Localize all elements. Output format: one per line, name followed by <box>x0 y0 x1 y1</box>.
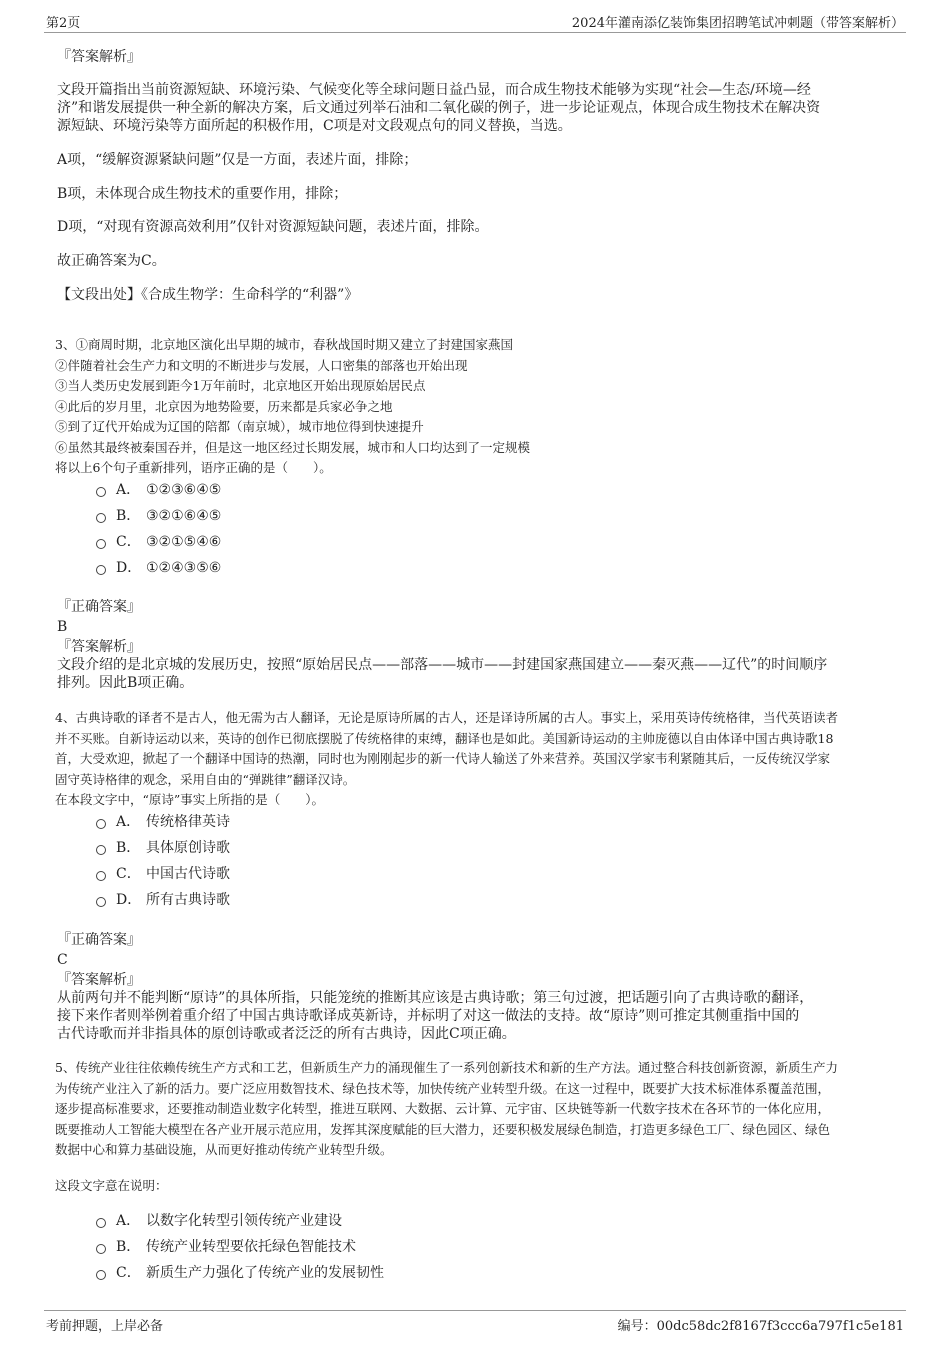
q5-line: 5、传统产业往往依赖传统生产方式和工艺，但新质生产力的涌现催生了一系列创新技术和新的生产方法。通过整合科技创新资源，新质生产力 <box>55 1060 838 1075</box>
q4-analysis-line: 从前两句并不能判断“原诗”的具体所指，只能笼统的推断其应该是古典诗歌；第三句过渡，把话题引向了古典诗歌的翻译， <box>57 990 814 1006</box>
q4-stem <box>55 708 895 811</box>
q4-line: 并不买账。自新诗运动以来，英诗的创作已彻底摆脱了传统格律的束缚，翻译也是如此。美国新诗运动的主帅庞德以自由体译中国古典诗歌18 <box>55 730 834 746</box>
q5-option-c[interactable] <box>96 1263 384 1283</box>
footer-divider <box>44 1310 906 1311</box>
q3-line: ④此后的岁月里，北京因为地势险要，历来都是兵家必争之地 <box>55 398 393 414</box>
page-number: 第2页 <box>46 16 81 31</box>
q5-line: 逐步提高标准要求，还要推动制造业数字化转型，推进互联网、大数据、云计算、元宇宙、区块链等新一代数字技术在各环节的一体化应用， <box>55 1101 831 1116</box>
radio-icon[interactable] <box>96 1218 106 1228</box>
option-letter: B． <box>116 1239 141 1255</box>
document-title: 2024年灌南添亿装饰集团招聘笔试冲刺题（带答案解析） <box>571 16 904 31</box>
q2-note-a: A项，“缓解资源紧缺问题”仅是一方面，表述片面，排除； <box>57 152 418 168</box>
q3-line: 将以上6个句子重新排列，语序正确的是（ ）。 <box>55 460 332 475</box>
radio-icon[interactable] <box>96 513 106 523</box>
q4-option-c[interactable] <box>96 864 230 884</box>
q3-line: 3、①商周时期，北京地区演化出早期的城市，春秋战国时期又建立了封建国家燕国 <box>55 337 513 352</box>
q2-analysis-line: 源短缺、环境污染等方面所起的积极作用，C项是对文段观点句的同义替换，当选。 <box>57 118 572 134</box>
q2-analysis-line: 文段开篇指出当前资源短缺、环境污染、气候变化等全球问题日益凸显，而合成生物技术能够为实现“社会—生态/环境—经 <box>57 82 811 98</box>
q3-analysis <box>57 656 893 692</box>
radio-icon[interactable] <box>96 487 106 497</box>
q3-option-d[interactable] <box>96 558 221 578</box>
q4-line: 在本段文字中，“原诗”事实上所指的是（ ）。 <box>55 792 325 807</box>
option-text: ①②④③⑤⑥ <box>146 560 222 576</box>
footer-serial: 编号：00dc58dc2f8167f3ccc6a797f1c5e181 <box>617 1319 904 1334</box>
option-text: ③②①⑥④⑤ <box>146 508 222 524</box>
q3-analysis-label: 『答案解析』 <box>57 639 141 655</box>
option-text: 以数字化转型引领传统产业建设 <box>146 1213 342 1229</box>
q5-prompt: 这段文字意在说明： <box>55 1178 168 1193</box>
q4-option-b[interactable] <box>96 838 230 858</box>
q3-answer-label: 『正确答案』 <box>57 599 141 615</box>
option-letter: A． <box>116 814 141 830</box>
q5-line: 数据中心和算力基础设施，从而更好推动传统产业转型升级。 <box>55 1142 393 1157</box>
option-text: 传统产业转型要依托绿色智能技术 <box>146 1239 356 1255</box>
q2-analysis-label: 『答案解析』 <box>57 49 141 65</box>
q2-analysis-line: 济”和谐发展提供一种全新的解决方案，后文通过列举石油和二氧化碳的例子，进一步论证观点，体现合成生物技术在解决资 <box>57 100 821 116</box>
q4-option-a[interactable] <box>96 812 230 832</box>
q3-line: ②伴随着社会生产力和文明的不断进步与发展，人口密集的部落也开始出现 <box>55 357 468 373</box>
q4-analysis-label: 『答案解析』 <box>57 972 141 988</box>
footer-slogan: 考前押题，上岸必备 <box>46 1319 164 1334</box>
q3-stem <box>55 335 895 479</box>
q4-answer: C <box>57 952 68 968</box>
option-text: ③②①⑤④⑥ <box>146 534 222 550</box>
option-letter: A． <box>116 1213 141 1229</box>
option-letter: D． <box>116 560 142 576</box>
q4-answer-label: 『正确答案』 <box>57 932 141 948</box>
option-letter: A． <box>116 482 141 498</box>
radio-icon[interactable] <box>96 539 106 549</box>
q2-note-d: D项，“对现有资源高效利用”仅针对资源短缺问题，表述片面，排除。 <box>57 219 489 235</box>
q4-line: 首，大受欢迎，掀起了一个翻译中国诗的热潮，同时也为刚刚起步的新一代诗人输送了外来营养。英国汉学家韦利紧随其后，一反传统汉学家 <box>55 751 831 766</box>
q4-line: 固守英诗格律的观念，采用自由的“弹跳律”翻译汉诗。 <box>55 771 356 787</box>
radio-icon[interactable] <box>96 871 106 881</box>
q3-option-c[interactable] <box>96 532 221 552</box>
radio-icon[interactable] <box>96 897 106 907</box>
q4-analysis <box>57 989 893 1043</box>
option-letter: C． <box>116 1265 141 1281</box>
option-text: 新质生产力强化了传统产业的发展韧性 <box>146 1265 384 1281</box>
radio-icon[interactable] <box>96 819 106 829</box>
q5-option-a[interactable] <box>96 1211 342 1231</box>
q3-answer: B <box>57 619 68 635</box>
q5-line: 既要推动人工智能大模型在各产业开展示范应用，发挥其深度赋能的巨大潜力，还要积极发展绿色制造，打造更多绿色工厂、绿色园区、绿色 <box>55 1121 831 1137</box>
option-text: 传统格律英诗 <box>146 814 230 830</box>
q5-line: 为传统产业注入了新的活力。要广泛应用数智技术、绿色技术等，加快传统产业转型升级。在这一过程中，既要扩大技术标准体系覆盖范围， <box>55 1080 831 1096</box>
radio-icon[interactable] <box>96 845 106 855</box>
q3-line: ⑥虽然其最终被秦国吞并，但是这一地区经过长期发展，城市和人口均达到了一定规模 <box>55 439 531 455</box>
q3-option-b[interactable] <box>96 506 221 526</box>
q5-option-b[interactable] <box>96 1237 356 1257</box>
q3-option-a[interactable] <box>96 480 221 500</box>
option-letter: C． <box>116 534 141 550</box>
q2-source: 【文段出处】《合成生物学：生命科学的“利器”》 <box>57 287 359 303</box>
option-letter: B． <box>116 840 141 856</box>
radio-icon[interactable] <box>96 565 106 575</box>
option-text: 中国古代诗歌 <box>146 866 230 882</box>
option-text: ①②③⑥④⑤ <box>146 482 222 498</box>
q4-option-d[interactable] <box>96 890 230 910</box>
q2-analysis <box>57 81 893 135</box>
option-text: 具体原创诗歌 <box>146 840 230 856</box>
q3-line: ③当人类历史发展到距今1万年前时，北京地区开始出现原始居民点 <box>55 378 426 393</box>
q3-analysis-line: 排列。因此B项正确。 <box>57 675 194 691</box>
option-letter: D． <box>116 892 142 908</box>
q2-note-b: B项，未体现合成生物技术的重要作用，排除； <box>57 186 348 202</box>
q4-line: 4、古典诗歌的译者不是古人，他无需为古人翻译，无论是原诗所属的古人，还是译诗所属的古人。事实上，采用英诗传统格律，当代英语读者 <box>55 710 838 725</box>
q4-analysis-line: 接下来作者则举例着重介绍了中国古典诗歌译成英新诗，并标明了对这一做法的支持。故“原诗”则可推定其侧重指中国的 <box>57 1008 800 1024</box>
option-letter: B． <box>116 508 141 524</box>
radio-icon[interactable] <box>96 1270 106 1280</box>
q3-analysis-line: 文段介绍的是北京城的发展历史，按照“原始居民点——部落——城市——封建国家燕国建立——秦灭燕——辽代”的时间顺序 <box>57 657 828 673</box>
option-text: 所有古典诗歌 <box>146 892 230 908</box>
q5-stem <box>55 1058 895 1161</box>
q4-analysis-line: 古代诗歌而并非指具体的原创诗歌或者泛泛的所有古典诗，因此C项正确。 <box>57 1026 516 1042</box>
option-letter: C． <box>116 866 141 882</box>
radio-icon[interactable] <box>96 1244 106 1254</box>
q3-line: ⑤到了辽代开始成为辽国的陪都（南京城），城市地位得到快速提升 <box>55 419 424 434</box>
header-divider <box>44 32 906 33</box>
q2-conclusion: 故正确答案为C。 <box>57 253 166 269</box>
